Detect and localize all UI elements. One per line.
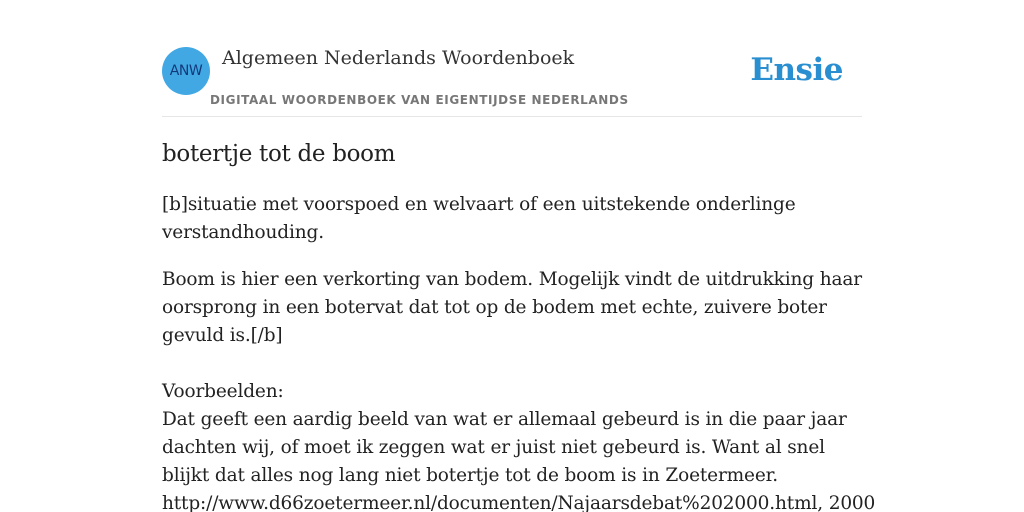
entry-explanation: Boom is hier een verkorting van bodem. Mogelijk vindt de uitdrukking haar oorsprong in een botervat dat tot op de bodem met echte, zuivere boter gevuld is.[/b] [162,269,862,346]
example-source-link[interactable]: http://www.d66zoetermeer.nl/documenten/Najaarsdebat%202000.html, 2000 [162,493,876,512]
entry-content [162,138,876,512]
header [162,46,862,117]
site-tagline: DIGITAAL WOORDENBOEK VAN EIGENTIJDSE NEDERLANDS [210,93,629,107]
anw-logo[interactable]: ANW [162,47,210,95]
site-title[interactable]: Algemeen Nederlands Woordenboek [222,47,575,69]
examples-heading: Voorbeelden: [162,381,284,402]
entry-term: botertje tot de boom [162,141,396,167]
entry-definition: [b]situatie met voorspoed en welvaart of een uitstekende onderlinge verstandhouding. [162,194,796,243]
ensie-brand-logo[interactable]: Ensie [750,52,843,88]
example-text: Dat geeft een aardig beeld van wat er allemaal gebeurd is in die paar jaar dachten wij, of moet ik zeggen wat er juist niet gebeurd is. Want al snel blijkt dat alles nog lang niet botertje tot de boom is in Zoetermeer. [162,409,847,486]
